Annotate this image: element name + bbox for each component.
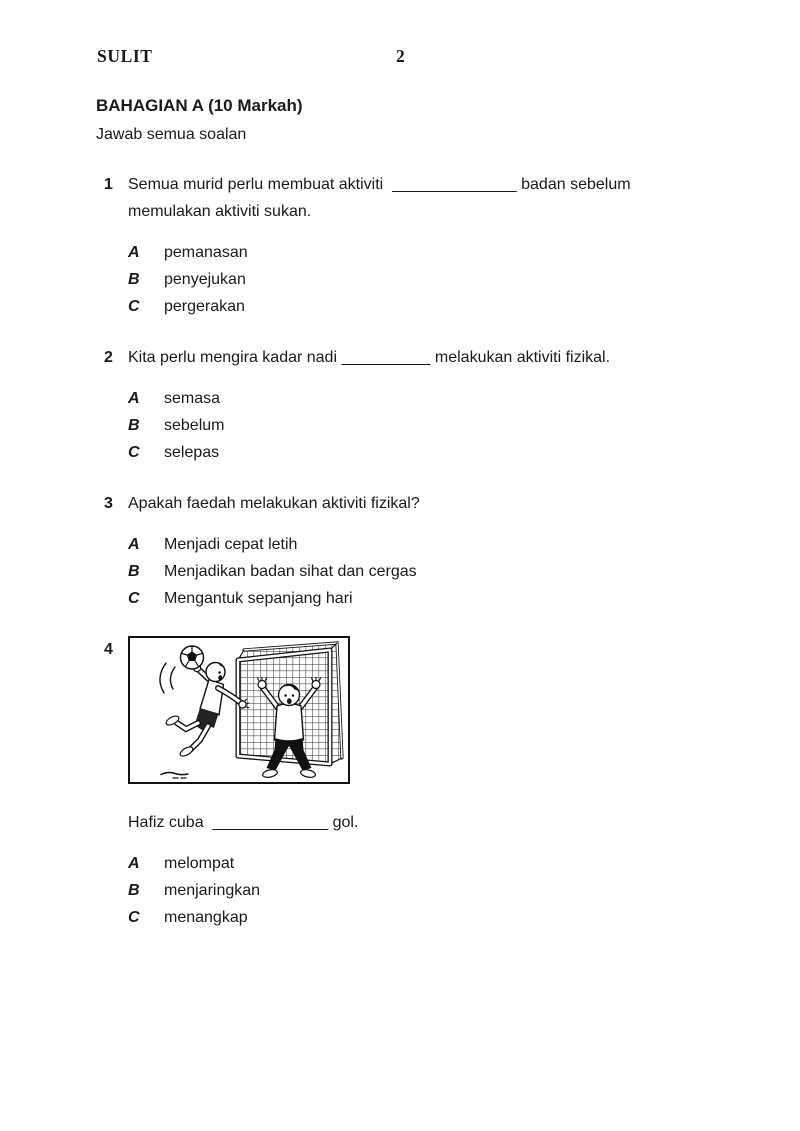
option-text: Menjadikan badan sihat dan cergas (164, 563, 417, 580)
section-instruction: Jawab semua soalan (96, 126, 247, 143)
question-2 (96, 344, 680, 466)
exam-section-a (96, 95, 680, 931)
handball-goal-illustration (130, 638, 348, 782)
option-letter: B (128, 882, 140, 899)
question-number: 2 (104, 349, 113, 366)
section-title: BAHAGIAN A (10 Markah) (96, 96, 303, 115)
question-text: Apakah faedah melakukan aktiviti fizikal? (128, 495, 420, 512)
question-number: 4 (104, 641, 113, 658)
option-a (128, 850, 680, 877)
question-text: Hafiz cuba _____________ gol. (128, 814, 359, 831)
question-text: Semua murid perlu membuat aktiviti ______________ badan sebelum memulakan aktiviti sukan. (128, 176, 635, 220)
question-number: 1 (104, 176, 113, 193)
option-b (128, 412, 680, 439)
options-list (128, 850, 680, 931)
option-a (128, 385, 680, 412)
question-4-figure (128, 636, 350, 784)
option-text: selepas (164, 444, 220, 461)
option-letter: C (128, 590, 140, 607)
question-1 (96, 171, 680, 320)
option-letter: B (128, 417, 140, 434)
page-number: 2 (396, 46, 405, 66)
option-letter: C (128, 909, 140, 926)
option-c (128, 585, 680, 612)
option-letter: C (128, 298, 140, 315)
option-a (128, 239, 680, 266)
option-text: pemanasan (164, 244, 248, 261)
options-list (128, 239, 680, 320)
options-list (128, 385, 680, 466)
question-text: Kita perlu mengira kadar nadi __________ melakukan aktiviti fizikal. (128, 349, 611, 366)
option-letter: A (128, 855, 140, 872)
option-letter: B (128, 271, 140, 288)
option-b (128, 877, 680, 904)
option-letter: A (128, 390, 140, 407)
option-text: Menjadi cepat letih (164, 536, 298, 553)
option-c (128, 439, 680, 466)
option-letter: C (128, 444, 140, 461)
question-4 (96, 636, 680, 931)
option-b (128, 558, 680, 585)
option-letter: B (128, 563, 140, 580)
option-a (128, 531, 680, 558)
options-list (128, 531, 680, 612)
option-text: Mengantuk sepanjang hari (164, 590, 353, 607)
option-text: menjaringkan (164, 882, 261, 899)
confidential-label: SULIT (97, 46, 153, 66)
question-3 (96, 490, 680, 612)
option-text: pergerakan (164, 298, 245, 315)
option-c (128, 293, 680, 320)
option-text: sebelum (164, 417, 225, 434)
option-text: penyejukan (164, 271, 246, 288)
option-b (128, 266, 680, 293)
option-c (128, 904, 680, 931)
option-text: semasa (164, 390, 221, 407)
option-text: menangkap (164, 909, 248, 926)
option-letter: A (128, 536, 140, 553)
question-number: 3 (104, 495, 113, 512)
ball-icon (181, 646, 204, 669)
option-text: melompat (164, 855, 235, 872)
option-letter: A (128, 244, 140, 261)
